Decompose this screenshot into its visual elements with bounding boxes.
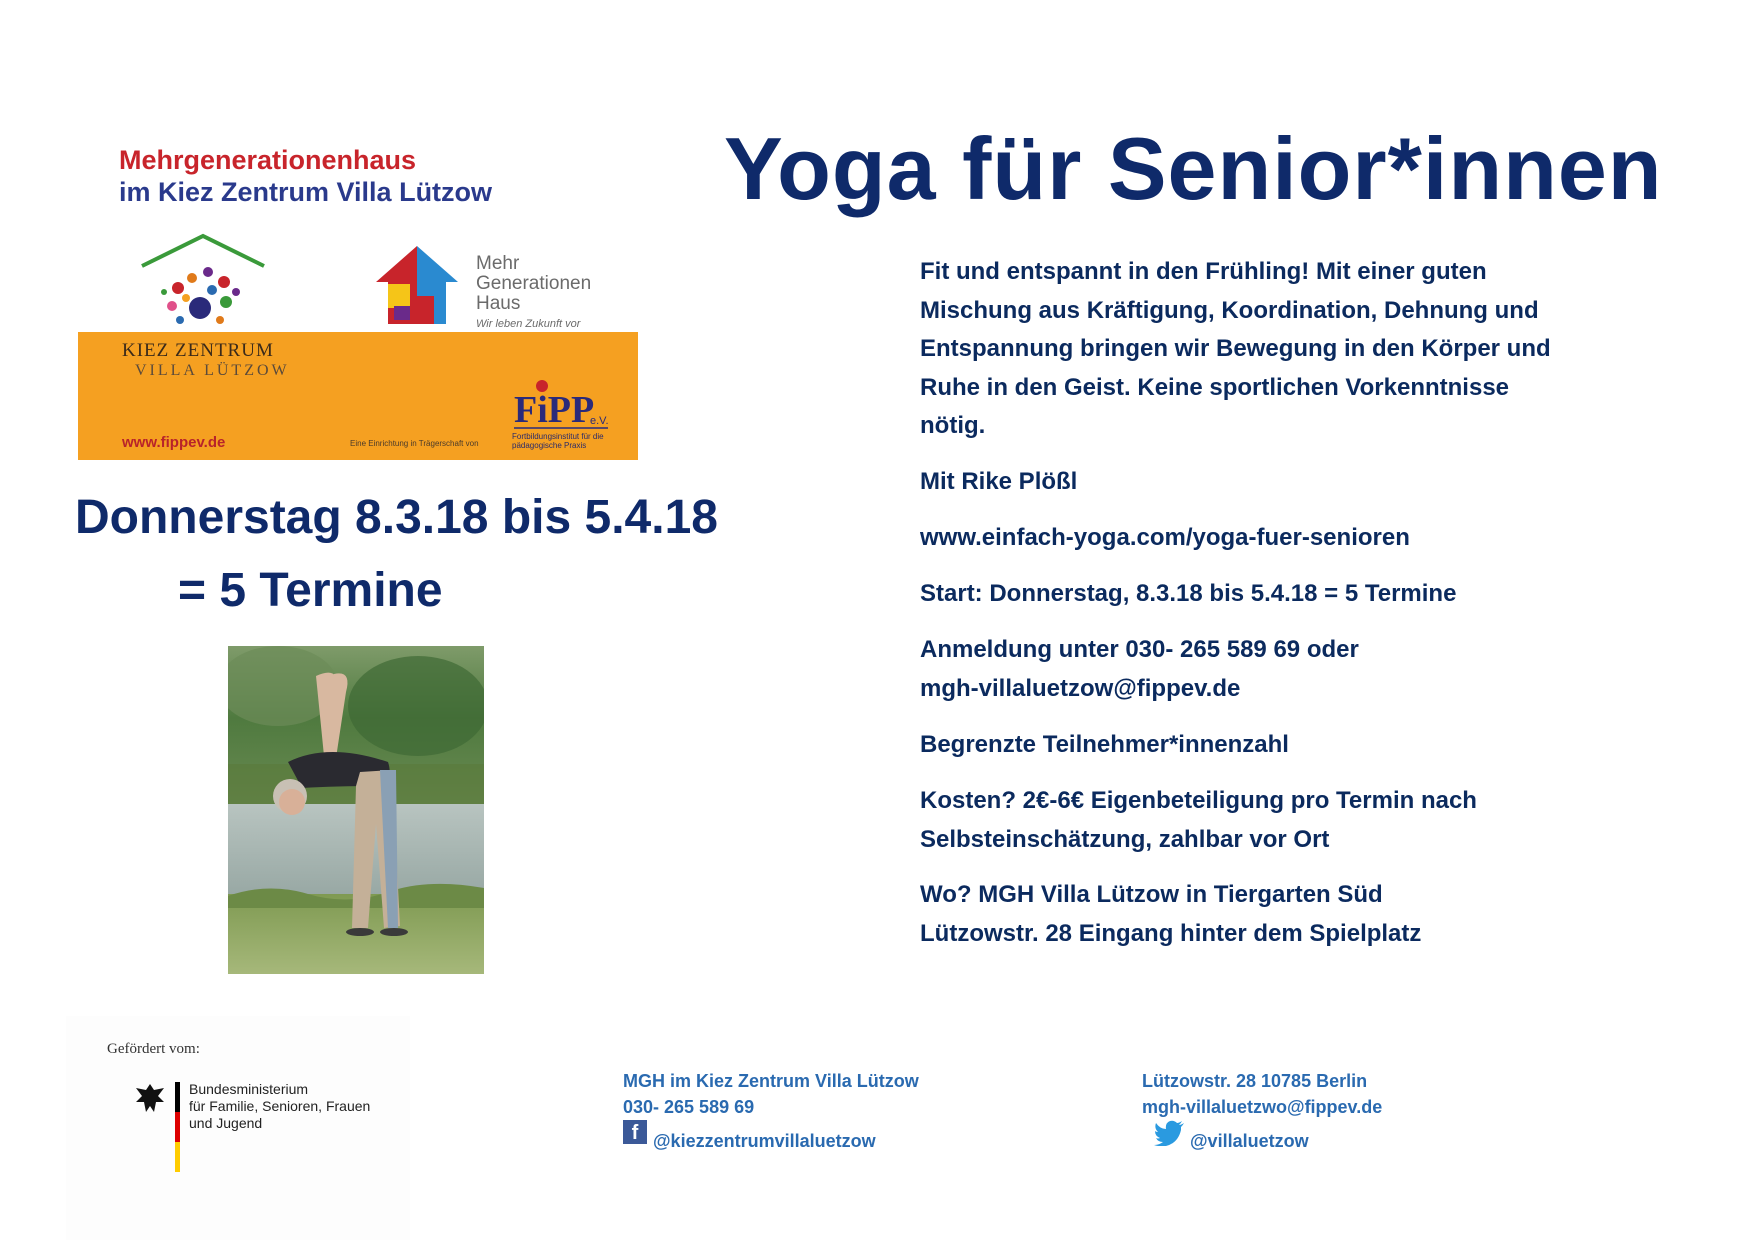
- footer-twitter-handle[interactable]: @villaluetzow: [1190, 1131, 1309, 1151]
- course-session-count: = 5 Termine: [178, 564, 443, 617]
- traeger-note: Eine Einrichtung in Trägerschaft von: [350, 439, 479, 448]
- yoga-website-link[interactable]: www.einfach-yoga.com/yoga-fuer-senioren: [920, 524, 1410, 551]
- intro-paragraph: Fit und entspannt in den Frühling! Mit einer guten Mischung aus Kräftigung, Koordination, Dehnung und Entspannung bringen wir Bewegung in den Körper und Ruhe in den Geist. Keine sportlichen Vorkenntnisse nötig.: [920, 258, 1551, 439]
- mgh-logo-text: Mehr Generationen Haus: [476, 253, 592, 314]
- mgh-claim: Wir leben Zukunft vor: [476, 318, 581, 330]
- trainer-text: Mit Rike Plößl: [920, 468, 1078, 495]
- footer-facebook-handle[interactable]: @kiezzentrumvillaluetzow: [653, 1131, 876, 1151]
- sponsor-label: Gefördert vom:: [107, 1041, 200, 1057]
- fipp-subtitle: Fortbildungsinstitut für die pädagogische Praxis: [512, 432, 604, 450]
- footer-email[interactable]: mgh-villaluetzwo@fippev.de: [1142, 1097, 1383, 1117]
- header-organization-line1: Mehrgenerationenhaus: [119, 145, 417, 175]
- fipp-logo-ev: e.V.: [590, 415, 609, 427]
- location-text: Wo? MGH Villa Lützow in Tiergarten Süd Lützowstr. 28 Eingang hinter dem Spielplatz: [920, 881, 1422, 947]
- registration-text: Anmeldung unter 030- 265 589 69 oder mgh-villaluetzow@fippev.de: [920, 631, 1359, 708]
- yoga-photo: [228, 646, 484, 974]
- twitter-bird-icon[interactable]: [1154, 1120, 1186, 1146]
- registration-email-link[interactable]: mgh-villaluetzow@fippev.de: [920, 674, 1241, 702]
- footer-mgh-name: MGH im Kiez Zentrum Villa Lützow: [623, 1071, 919, 1091]
- header-organization-line2: im Kiez Zentrum Villa Lützow: [119, 177, 493, 207]
- ministry-name: Bundesministerium für Familie, Senioren, Frauen und Jugend: [189, 1081, 371, 1131]
- costs-text: Kosten? 2€-6€ Eigenbeteiligung pro Termin nach Selbsteinschätzung, zahlbar vor Ort: [920, 787, 1477, 853]
- kiez-zentrum-house-logo: [138, 232, 268, 328]
- kiez-zentrum-subtitle: VILLA LÜTZOW: [135, 362, 290, 379]
- participant-limit-text: Begrenzte Teilnehmer*innenzahl: [920, 731, 1289, 758]
- german-flag-bar: [175, 1082, 180, 1172]
- fippev-website-link[interactable]: www.fippev.de: [122, 434, 226, 451]
- start-text: Start: Donnerstag, 8.3.18 bis 5.4.18 = 5 Termine: [920, 580, 1457, 607]
- federal-eagle-icon: [132, 1080, 168, 1116]
- fipp-logo-name: FiPP: [514, 389, 595, 431]
- mehrgenerationenhaus-house-icon: [374, 244, 460, 330]
- footer-phone: 030- 265 589 69: [623, 1097, 755, 1117]
- page-title: Yoga für Senior*innen: [724, 119, 1663, 218]
- kiez-zentrum-name: KIEZ ZENTRUM: [122, 340, 274, 361]
- course-date-range: Donnerstag 8.3.18 bis 5.4.18: [75, 491, 718, 544]
- footer-address: Lützowstr. 28 10785 Berlin: [1142, 1071, 1368, 1091]
- facebook-icon[interactable]: f: [623, 1120, 647, 1144]
